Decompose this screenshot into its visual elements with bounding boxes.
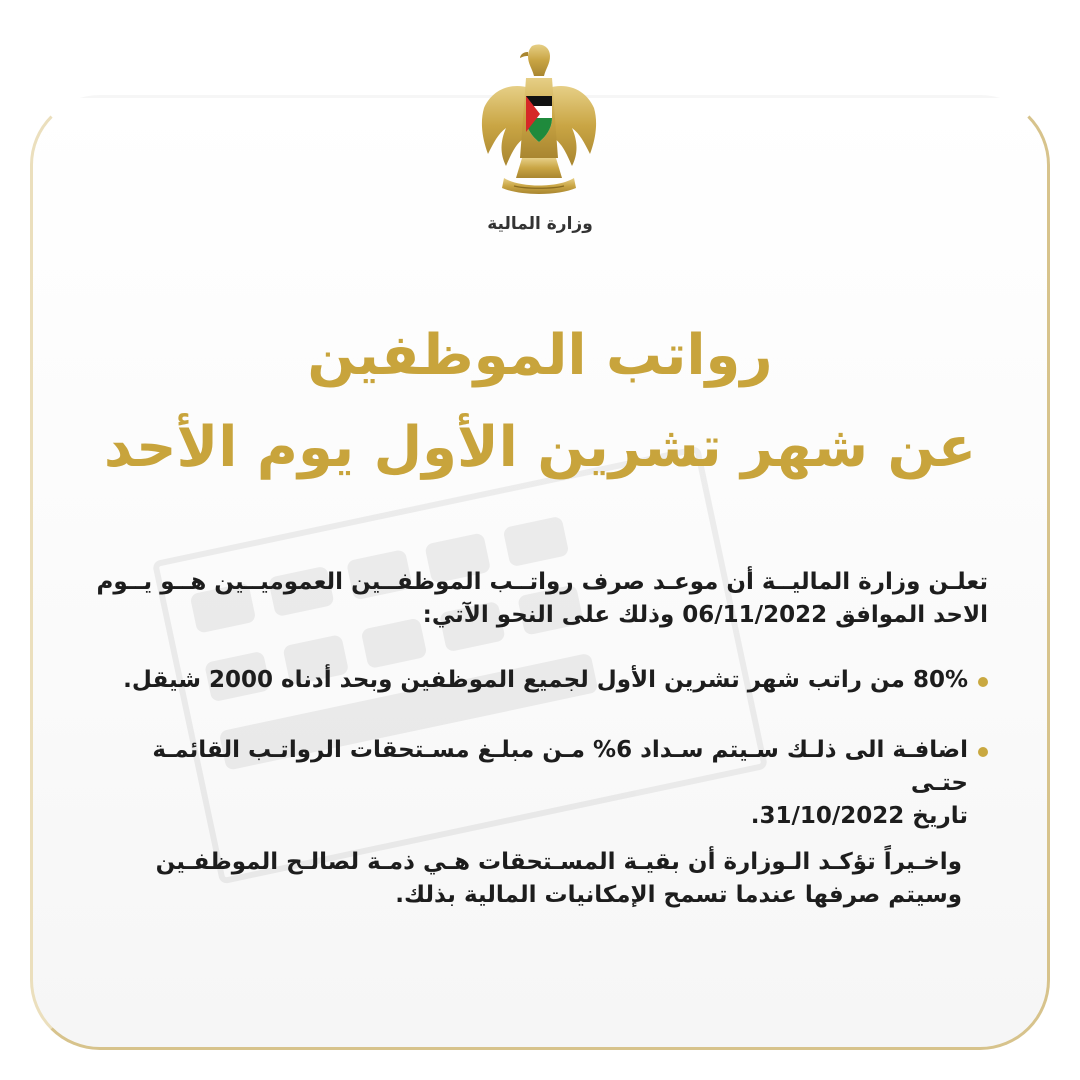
closing-paragraph — [102, 846, 962, 912]
intro-line-1: تعلـن وزارة الماليــة أن موعـد صرف رواتــب الموظفــين العموميــين هــو يــوم — [96, 569, 988, 595]
bullet-2-line-2: تاريخ 31/10/2022. — [750, 803, 968, 829]
bullet-1-line-1: 80% من راتب شهر تشرين الأول لجميع الموظفين وبحد أدناه 2000 شيقل. — [123, 667, 968, 693]
bullet-2-line-1: اضافـة الى ذلـك سـيتم سـداد 6% مـن مبلـغ مسـتحقات الرواتـب القائمـة حتـى — [152, 737, 968, 796]
intro-line-2: الاحد الموافق 06/11/2022 وذلك على النحو الآتي: — [422, 602, 988, 628]
closing-line-2: وسيتم صرفها عندما تسمح الإمكانيات المالية بذلك. — [395, 882, 962, 908]
intro-paragraph — [88, 566, 988, 632]
bullet-item-2 — [88, 734, 988, 833]
closing-line-1: واخـيراً تؤكـد الـوزارة أن بقيـة المسـتحقات هـي ذمـة لصالـح الموظفـين — [155, 849, 962, 875]
bullet-item-1 — [88, 664, 988, 697]
palestine-eagle-emblem-icon — [470, 38, 608, 196]
bullet-dot-icon — [978, 747, 988, 757]
headline-line-2: عن شهر تشرين الأول يوم الأحد — [103, 415, 977, 480]
bullet-dot-icon — [978, 677, 988, 687]
headline-line-1: رواتب الموظفين — [307, 323, 773, 388]
ministry-name: وزارة المالية — [487, 214, 593, 234]
